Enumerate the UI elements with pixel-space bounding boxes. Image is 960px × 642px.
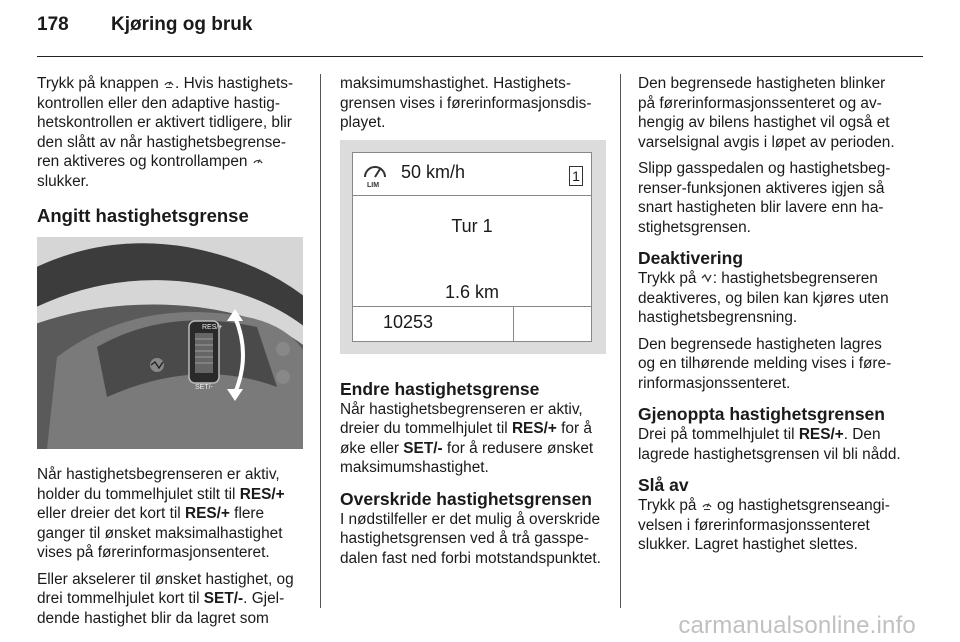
- section-heading: Overskride hastighetsgrensen: [340, 488, 592, 509]
- header-rule: [37, 56, 923, 57]
- paragraph: Den begrensede hastigheten blinker på førerinformasjonssenteret og avhengig av bilens hastighet vil også et varselsignal avgis i løpet av perioden.: [638, 75, 895, 151]
- driver-info-display-illustration: [340, 140, 606, 354]
- cancel-icon: [701, 272, 713, 284]
- display-odometer: 10253: [383, 311, 434, 332]
- section-heading: Gjenoppta hastighetsgrensen: [638, 404, 885, 424]
- paragraph: Eller akselerer til ønsket hastighet, og drei tommelhjulet kort til SET/-. Gjeldende hastighet blir da lagret som: [37, 570, 294, 627]
- paragraph: maksimumshastighet. Hastighetsgrensen vises i førerinformasjonsdisplayet.: [340, 75, 592, 131]
- display-screen: [352, 152, 592, 342]
- display-bottom-bar: [353, 306, 591, 341]
- watermark[interactable]: carmanualsonline.info: [678, 612, 916, 639]
- display-distance: 1.6 km: [444, 281, 500, 302]
- column-divider: [320, 74, 321, 608]
- steering-wheel-illustration: [37, 237, 303, 449]
- paragraph: Trykk på knappen . Hvis hastighetskontrollen eller den adaptive hastighetskontrollen er aktivert tidligere, blir den slått av når hastighetsbegrenseren aktiveres og kontrollampen slukker.: [37, 75, 294, 190]
- paragraph: Den begrensede hastigheten lagres og en tilhørende melding vises i førerinformasjonssenteret.: [638, 335, 892, 392]
- lim-label: LIM: [367, 181, 380, 189]
- section-heading: Angitt hastighetsgrense: [37, 205, 249, 226]
- display-badge: 1: [569, 166, 583, 186]
- speed-limiter-icon: [252, 155, 264, 167]
- paragraph: I nødstilfeller er det mulig å overskride hastighetsgrensen ved å trå gasspedalen fast ned forbi motstandspunktet.: [340, 510, 601, 567]
- paragraph: Drei på tommelhjulet til RES/+. Den lagrede hastighetsgrensen vil bli nådd.: [638, 426, 901, 463]
- display-trip: Tur 1: [451, 215, 493, 236]
- display-cell-divider: [513, 307, 514, 341]
- speed-limiter-icon: [361, 161, 389, 189]
- display-speed: 50 km/h: [401, 161, 466, 182]
- section-heading: Endre hastighetsgrense: [340, 378, 540, 399]
- paragraph: Når hastighetsbegrenseren er aktiv, holder du tommelhjulet stilt til RES/+ eller dreier det kort til RES/+ flere ganger til ønsket maksimalhastighet vises på førerinformasjonsenteret.: [37, 466, 285, 561]
- column-divider: [620, 74, 621, 608]
- paragraph: Når hastighetsbegrenseren er aktiv, dreier du tommelhjulet til RES/+ for å øke eller SET/- for å redusere ønsket maksimumshastighet.: [340, 400, 594, 476]
- paragraph: Slipp gasspedalen og hastighetsbegrenser-funksjonen aktiveres igjen så snart hastigheten blir lavere enn hastighetsgrensen.: [638, 160, 891, 236]
- res-label: RES/+: [202, 324, 223, 331]
- chapter-title: Kjøring og bruk: [111, 14, 253, 35]
- speed-limiter-icon: [163, 77, 175, 89]
- paragraph: Trykk på : hastighetsbegrenseren deaktiveres, og bilen kan kjøres uten hastighetsbegrensning.: [638, 270, 889, 326]
- column-2: [340, 74, 606, 575]
- page-number: 178: [37, 14, 69, 35]
- display-top-bar: [353, 153, 591, 196]
- column-3: [638, 74, 902, 562]
- column-1: [37, 74, 303, 635]
- set-label: SET/-: [195, 384, 213, 391]
- paragraph: Trykk på og hastighetsgrenseangivelsen i førerinformasjonssenteret slukker. Lagret hastighet slettes.: [638, 497, 890, 553]
- speed-limiter-icon: [701, 499, 713, 511]
- section-heading: Deaktivering: [638, 248, 744, 268]
- section-heading: Slå av: [638, 475, 689, 495]
- page-header: [37, 14, 252, 50]
